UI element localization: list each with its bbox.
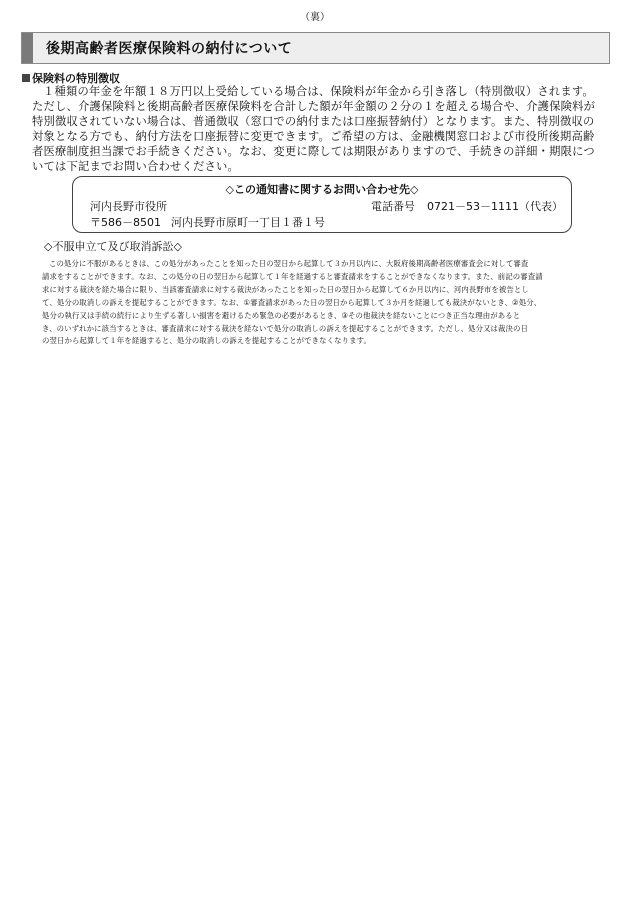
postal-code: 〒586－8501 <box>90 216 161 229</box>
section-heading-text: 保険料の特別徴収 <box>32 72 120 85</box>
contact-title: ◇この通知書に関するお問い合わせ先◇ <box>225 183 419 196</box>
body-line: 対象となる方でも、納付方法を口座振替に変更できます。ご希望の方は、金融機関窓口および市役所後期高齢 <box>32 130 595 144</box>
contact-address <box>90 214 325 230</box>
body-line: 特別徴収されていない場合は、普通徴収（窓口での納付または口座振替納付）となります。また、特別徴収の <box>32 115 595 129</box>
appeal-body <box>42 258 590 348</box>
body-line: いては下記までお問い合わせください。 <box>32 160 239 174</box>
title-bar <box>21 32 610 64</box>
appeal-line: 請求をすることができます。なお、この処分の日の翌日から起算して１年を経過すると審査請求をすることができなくなります。また、前記の審査請 <box>42 271 543 281</box>
appeal-line: の翌日から起算して１年を経過すると、処分の取消しの訴えを提起することができなくなります。 <box>42 336 371 346</box>
section-body <box>32 84 608 175</box>
body-line: ただし、介護保険料と後期高齢者医療保険料を合計した額が年金額の２分の１を超える場合や、介護保険料が <box>32 100 596 114</box>
appeal-line: 処分の執行又は手続の続行により生ずる著しい損害を避けるため緊急の必要があるとき、③その他裁決を経ないことにつき正当な理由があると <box>42 310 521 320</box>
title-accent-bar <box>22 33 33 63</box>
appeal-line: 求に対する裁決を経た場合に限り、当該審査請求に対する裁決があったことを知った日の翌日から起算して６か月以内に、河内長野市を被告とし <box>42 284 529 294</box>
contact-box <box>72 176 572 233</box>
page-title: 後期高齢者医療保険料の納付について <box>46 41 293 57</box>
contact-phone <box>371 198 563 214</box>
contact-office: 河内長野市役所 <box>90 200 167 213</box>
phone-label: 電話番号 <box>371 200 415 213</box>
body-line: 者医療制度担当課でお手続きください。なお、変更に際しては期限がありますので、手続きの詳細・期限につ <box>32 145 595 159</box>
phone-number: 0721－53－1111（代表） <box>427 200 563 213</box>
body-line: １種類の年金を年額１８万円以上受給している場合は、保険料が年金から引き落し（特別徴収）されます。 <box>43 85 594 98</box>
street-address: 河内長野市原町一丁目１番１号 <box>171 216 325 229</box>
square-bullet-icon <box>22 74 30 82</box>
appeal-line: き、のいずれかに該当するときは、審査請求に対する裁決を経ないで処分の取消しの訴えを提起することができます。ただし、処分又は裁決の日 <box>42 323 529 333</box>
appeal-heading: ◇不服申立て及び取消訴訟◇ <box>44 240 182 253</box>
page-side-label: （裏） <box>300 12 330 23</box>
appeal-line: て、処分の取消しの訴えを提起することができます。なお、①審査請求があった日の翌日から起算して３か月を経過しても裁決がないとき、②処分、 <box>42 297 542 307</box>
appeal-line: この処分に不服があるときは、この処分があったことを知った日の翌日から起算して３か月以内に、大阪府後期高齢者医療審査会に対して審査 <box>49 259 529 268</box>
